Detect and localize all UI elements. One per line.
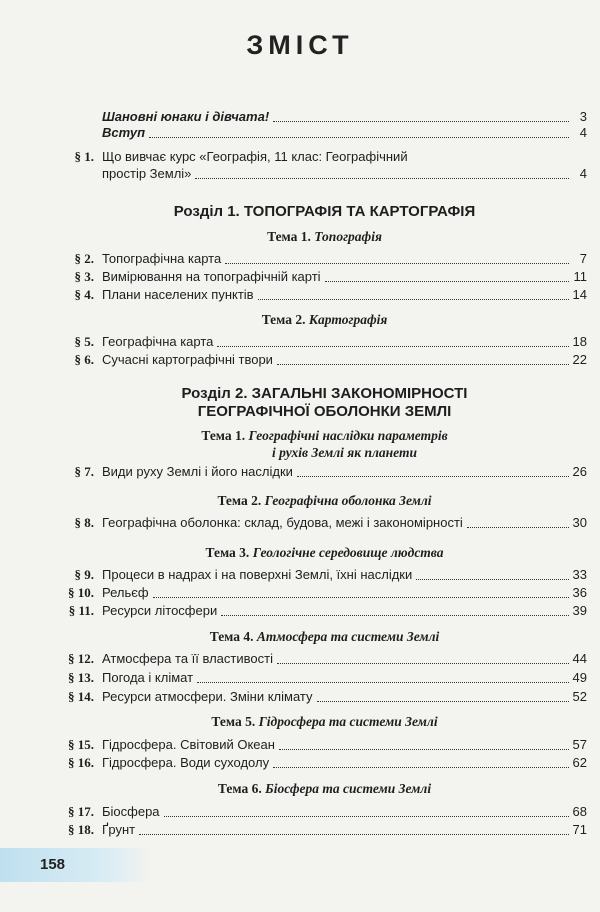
- toc-entry-text: Ресурси атмосфери. Зміни клімату: [102, 689, 313, 704]
- toc-row[interactable]: [62, 668, 587, 688]
- toc-entry-text: Географічна карта: [102, 334, 214, 349]
- theme-label: Тема 1.: [201, 428, 246, 443]
- toc-num: § 7.: [74, 464, 94, 479]
- toc-page: 33: [572, 567, 587, 582]
- leader-dots: [325, 280, 569, 282]
- section-heading-line2: ГЕОГРАФІЧНОЇ ОБОЛОНКИ ЗЕМЛІ: [197, 403, 452, 420]
- toc-row[interactable]: [62, 820, 587, 840]
- toc-entry-text: Сучасні картографічні твори: [102, 352, 273, 367]
- leader-dots: [195, 177, 569, 179]
- toc-page: 39: [572, 603, 587, 618]
- toc-entry-text: Плани населених пунктів: [102, 287, 254, 302]
- leader-dots: [416, 578, 568, 580]
- toc-num: § 1.: [74, 149, 94, 164]
- theme-title: Геологічне середовище людства: [252, 545, 444, 560]
- leader-dots: [279, 748, 569, 750]
- toc-row[interactable]: [62, 802, 587, 822]
- theme-heading: [62, 780, 587, 797]
- theme-title: Гідросфера та системи Землі: [258, 714, 438, 729]
- theme-heading: [62, 713, 587, 730]
- toc-page: 57: [572, 737, 587, 752]
- toc-entry-text: Географічна оболонка: склад, будова, межі і закономірності: [102, 515, 463, 530]
- theme-label: Тема 6.: [217, 781, 262, 796]
- toc-page: 36: [572, 585, 587, 600]
- toc-page: 3: [579, 109, 587, 124]
- toc-entry-text: Топографічна карта: [102, 251, 222, 266]
- page-number-tab: [0, 848, 150, 882]
- theme-title: Картографія: [308, 312, 388, 327]
- toc-entry-text: Ґрунт: [102, 822, 136, 837]
- page-title: ЗМІСТ: [246, 30, 354, 60]
- toc-page: 14: [572, 287, 587, 302]
- leader-dots: [153, 596, 569, 598]
- toc-num: § 12.: [68, 651, 94, 666]
- toc-num: § 13.: [68, 670, 94, 685]
- toc-row[interactable]: [62, 565, 587, 585]
- toc-num: § 11.: [68, 603, 94, 618]
- toc-entry-text: Гідросфера. Світовий Океан: [102, 737, 275, 752]
- theme-title: Географічні наслідки параметрів: [248, 428, 448, 443]
- toc-entry-text: простір Землі»: [102, 166, 192, 181]
- toc-row[interactable]: [62, 583, 587, 603]
- theme-heading: [62, 492, 587, 509]
- toc-row[interactable]: [62, 267, 587, 287]
- theme-label: Тема 3.: [205, 545, 250, 560]
- section-heading-line1: Розділ 2. ЗАГАЛЬНІ ЗАКОНОМІРНОСТІ: [181, 385, 468, 402]
- toc-page: 71: [572, 822, 587, 837]
- toc-page: 49: [572, 670, 587, 685]
- leader-dots: [273, 766, 568, 768]
- toc-row[interactable]: [62, 350, 587, 370]
- toc-page: 7: [579, 251, 587, 266]
- toc-entry-text: Процеси в надрах і на поверхні Землі, їхні наслідки: [102, 567, 413, 582]
- leader-dots: [258, 298, 569, 300]
- theme-title: Атмосфера та системи Землі: [256, 629, 440, 644]
- toc-page: 62: [572, 755, 587, 770]
- section-heading: [62, 385, 587, 421]
- toc-entry-text: Атмосфера та її властивості: [102, 651, 273, 666]
- toc-row[interactable]: [62, 601, 587, 621]
- theme-title: Географічна оболонка Землі: [264, 493, 432, 508]
- toc-num: § 2.: [74, 251, 94, 266]
- theme-title: Біосфера та системи Землі: [265, 781, 432, 796]
- toc-row[interactable]: [62, 332, 587, 352]
- toc-num: § 3.: [74, 269, 94, 284]
- leader-dots: [217, 345, 568, 347]
- toc-row-p1-line2[interactable]: [62, 164, 587, 184]
- theme-heading: [62, 311, 587, 328]
- toc-entry-text: Гідросфера. Води суходолу: [102, 755, 270, 770]
- toc-entry-text: Види руху Землі і його наслідки: [102, 464, 293, 479]
- toc-num: § 5.: [74, 334, 94, 349]
- toc-page: 22: [572, 352, 587, 367]
- theme-heading: [62, 544, 587, 561]
- theme-title-line2: і рухів Землі як планети: [272, 445, 417, 460]
- toc-entry-text: Біосфера: [102, 804, 160, 819]
- leader-dots: [164, 815, 569, 817]
- toc-page: 26: [572, 464, 587, 479]
- toc-num: § 18.: [68, 822, 94, 837]
- toc-page: 4: [579, 125, 587, 140]
- theme-label: Тема 2.: [217, 493, 262, 508]
- toc-row[interactable]: [62, 285, 587, 305]
- theme-heading: [62, 228, 587, 245]
- leader-dots: [297, 475, 569, 477]
- toc-page: 30: [572, 515, 587, 530]
- toc-row[interactable]: [62, 249, 587, 269]
- leader-dots: [467, 526, 569, 528]
- page-number: 158: [40, 856, 66, 873]
- theme-label: Тема 5.: [211, 714, 256, 729]
- toc-num: § 15.: [68, 737, 94, 752]
- theme-label: Тема 2.: [261, 312, 306, 327]
- leader-dots: [277, 662, 569, 664]
- toc-page: 18: [572, 334, 587, 349]
- toc-row-intro[interactable]: [62, 123, 587, 143]
- toc-row[interactable]: [62, 753, 587, 773]
- toc-num: § 6.: [74, 352, 94, 367]
- leader-dots: [221, 614, 568, 616]
- toc-entry-text: Рельєф: [102, 585, 149, 600]
- toc-num: § 16.: [68, 755, 94, 770]
- theme-label: Тема 4.: [209, 629, 254, 644]
- toc-page: 44: [572, 651, 587, 666]
- toc-entry-text: Вступ: [102, 125, 146, 140]
- theme-label: Тема 1.: [267, 229, 311, 244]
- leader-dots: [273, 120, 569, 122]
- section-heading: Розділ 1. ТОПОГРАФІЯ ТА КАРТОГРАФІЯ: [173, 203, 476, 220]
- toc-num: § 9.: [74, 567, 94, 582]
- theme-heading: [62, 427, 587, 461]
- toc-num: § 17.: [68, 804, 94, 819]
- toc-page: 11: [573, 269, 587, 284]
- toc-num: § 10.: [68, 585, 94, 600]
- toc-row[interactable]: [62, 687, 587, 707]
- theme-title: Топографія: [314, 229, 382, 244]
- toc-row[interactable]: [62, 462, 587, 482]
- leader-dots: [277, 363, 569, 365]
- toc-num: § 8.: [74, 515, 94, 530]
- toc-num: § 4.: [74, 287, 94, 302]
- toc-entry-text: Вимірювання на топографічній карті: [102, 269, 321, 284]
- leader-dots: [149, 136, 569, 138]
- toc-page: 68: [572, 804, 587, 819]
- toc-row[interactable]: [62, 649, 587, 669]
- toc-entry-text: Погода і клімат: [102, 670, 194, 685]
- toc-entry-text: Ресурси літосфери: [102, 603, 218, 618]
- leader-dots: [317, 700, 569, 702]
- leader-dots: [225, 262, 569, 264]
- leader-dots: [139, 833, 568, 835]
- toc-entry-text: Шановні юнаки і дівчата!: [102, 109, 270, 124]
- theme-heading: [62, 628, 587, 645]
- toc-entry-text: Що вивчає курс «Географія, 11 клас: Географічний: [102, 149, 408, 164]
- toc-page: 4: [579, 166, 587, 181]
- toc-page: 52: [572, 689, 587, 704]
- toc-row[interactable]: [62, 735, 587, 755]
- leader-dots: [197, 681, 568, 683]
- toc-num: § 14.: [68, 689, 94, 704]
- toc-row[interactable]: [62, 513, 587, 533]
